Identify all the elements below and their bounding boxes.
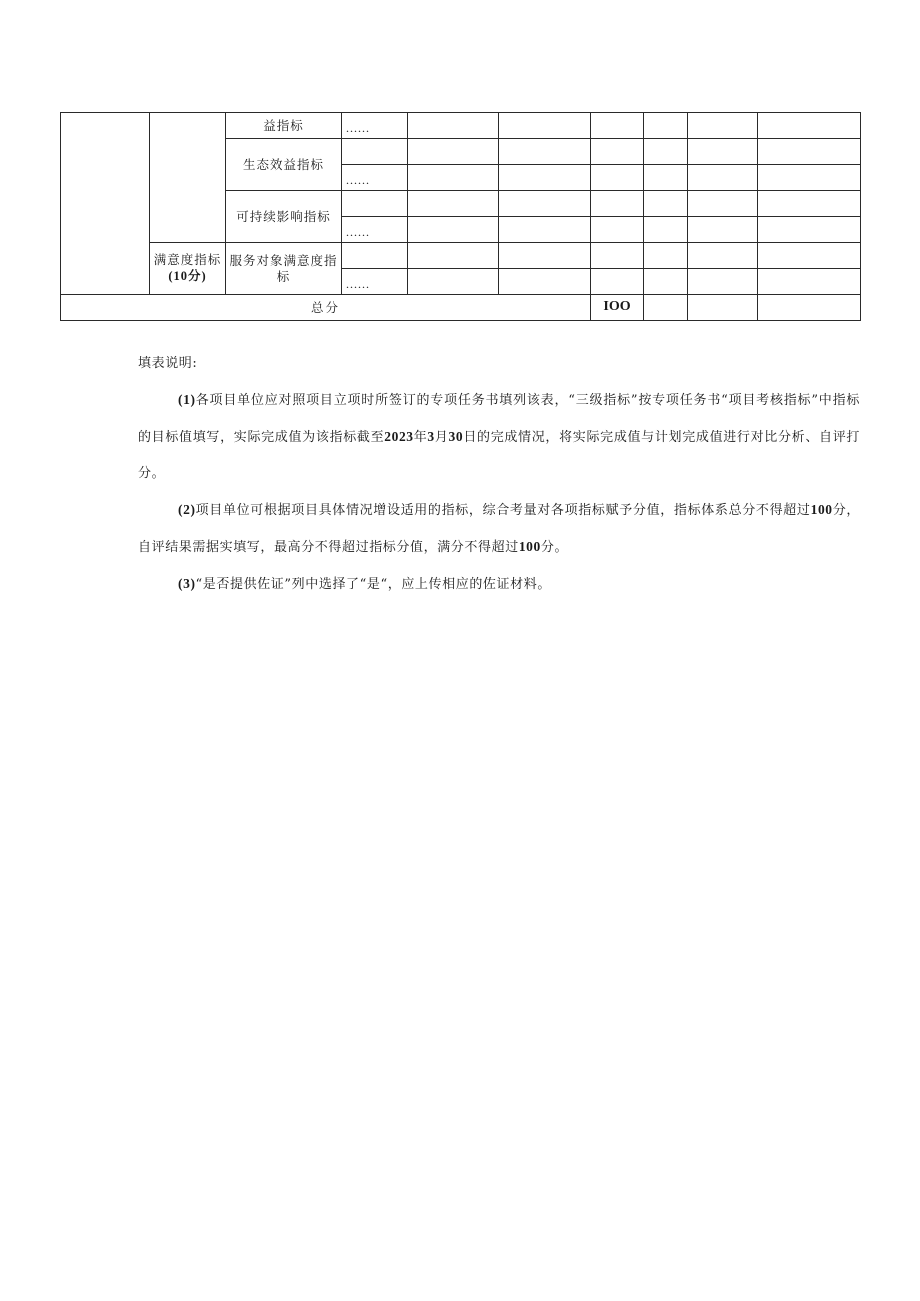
satisfaction-indicator-label: 满意度指标	[153, 252, 222, 268]
table-cell	[758, 139, 861, 165]
placeholder-cell: ......	[342, 269, 408, 295]
total-row	[61, 295, 861, 321]
table-cell	[591, 269, 644, 295]
table-cell	[591, 243, 644, 269]
table-cell	[758, 165, 861, 191]
table-cell	[408, 113, 499, 139]
instruction-item-1: (1)各项目单位应对照项目立项时所签订的专项任务书填列该表，“三级指标”按专项任务书“项目考核指标”中指标的目标值填写，实际完成值为该指标截至2023年3月30日的完成情况，将实际完成值与计划完成值进行对比分析、自评打分。	[138, 392, 860, 481]
table-cell	[644, 217, 688, 243]
table-cell	[499, 139, 591, 165]
benefit-indicator-label: 益指标	[226, 113, 342, 139]
table-cell	[342, 139, 408, 165]
first-level-indicator-cell	[61, 113, 150, 295]
table-cell	[408, 165, 499, 191]
placeholder-cell: ......	[342, 165, 408, 191]
table-cell	[499, 217, 591, 243]
table-row	[61, 243, 861, 269]
table-cell	[644, 295, 688, 321]
table-cell	[688, 217, 758, 243]
table-cell	[591, 113, 644, 139]
table-cell	[591, 165, 644, 191]
ecological-benefit-indicator-label: 生态效益指标	[226, 139, 342, 191]
table-row	[61, 113, 861, 139]
instructions-heading: 填表说明:	[138, 356, 198, 371]
table-cell	[499, 191, 591, 217]
performance-indicator-table	[60, 112, 861, 321]
table-cell	[758, 269, 861, 295]
table-cell	[758, 295, 861, 321]
instruction-item-3: (3)“是否提供佐证”列中选择了“是“，应上传相应的佐证材料。	[178, 576, 551, 592]
table-cell	[644, 269, 688, 295]
table-cell	[408, 191, 499, 217]
sustainable-impact-indicator-label: 可持续影响指标	[226, 191, 342, 243]
table-cell	[408, 243, 499, 269]
satisfaction-indicator-points: (10分)	[168, 269, 207, 283]
table-cell	[408, 139, 499, 165]
service-object-satisfaction-label: 服务对象满意度指标	[226, 243, 342, 295]
table-cell	[499, 269, 591, 295]
table-cell	[688, 295, 758, 321]
table-cell	[758, 113, 861, 139]
table-cell	[591, 191, 644, 217]
satisfaction-indicator-group	[150, 243, 226, 295]
total-score-value: IOO	[591, 295, 644, 321]
table-cell	[688, 139, 758, 165]
table-cell	[408, 217, 499, 243]
filling-instructions	[138, 346, 860, 603]
table-cell	[644, 139, 688, 165]
table-cell	[644, 165, 688, 191]
table-cell	[758, 191, 861, 217]
table-cell	[342, 191, 408, 217]
total-score-label: 总分	[61, 295, 591, 321]
table-cell	[688, 243, 758, 269]
table-cell	[591, 139, 644, 165]
placeholder-cell: ......	[342, 113, 408, 139]
table-cell	[499, 165, 591, 191]
second-level-indicator-cell	[150, 113, 226, 243]
table-cell	[644, 113, 688, 139]
table-cell	[499, 243, 591, 269]
instruction-item-2: (2)项目单位可根据项目具体情况增设适用的指标，综合考量对各项指标赋予分值，指标体系总分不得超过100分，自评结果需据实填写，最高分不得超过指标分值，满分不得超过100分。	[138, 502, 860, 555]
table-cell	[688, 113, 758, 139]
table-cell	[644, 191, 688, 217]
table-cell	[591, 217, 644, 243]
table-cell	[688, 191, 758, 217]
table-cell	[758, 217, 861, 243]
table-cell	[644, 243, 688, 269]
table-cell	[758, 243, 861, 269]
table-cell	[688, 165, 758, 191]
table-cell	[688, 269, 758, 295]
table-cell	[499, 113, 591, 139]
placeholder-cell: ......	[342, 217, 408, 243]
table-cell	[342, 243, 408, 269]
table-cell	[408, 269, 499, 295]
